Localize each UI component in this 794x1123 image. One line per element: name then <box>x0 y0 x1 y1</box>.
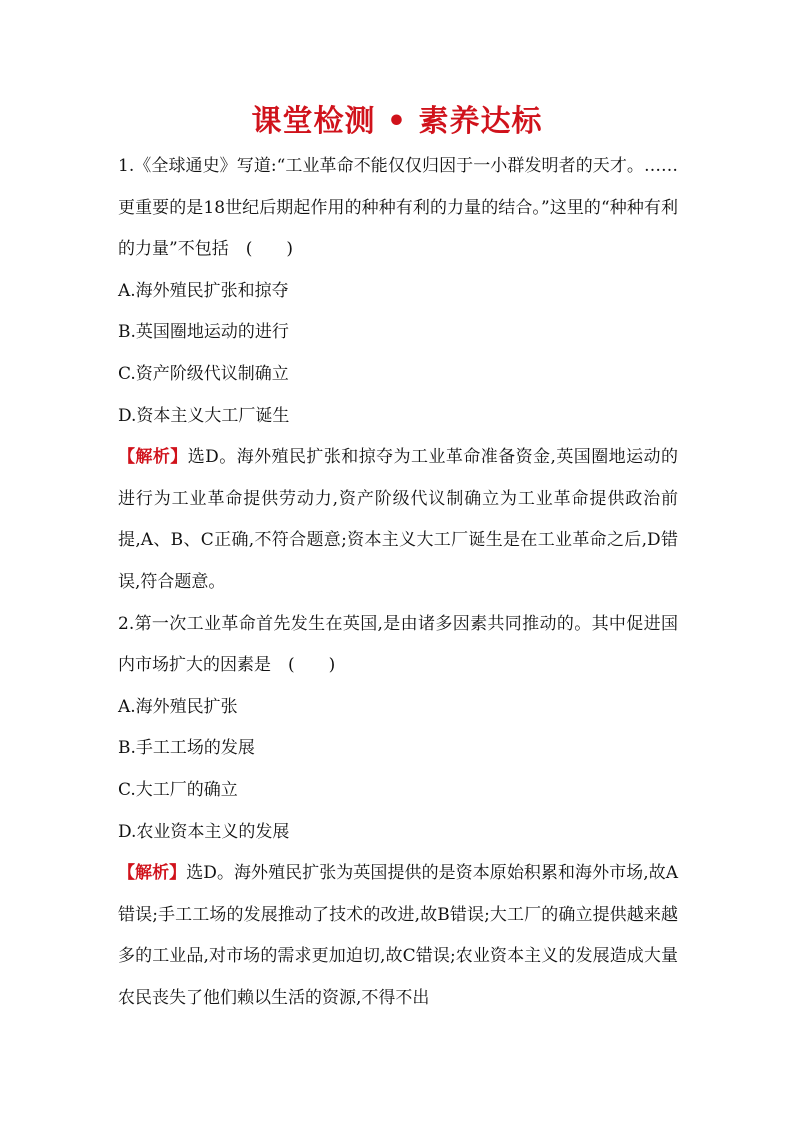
question-1 <box>118 146 678 604</box>
question-1-option-b: B.英国圈地运动的进行 <box>118 322 289 343</box>
question-2-option-b: B.手工工场的发展 <box>118 738 255 759</box>
page-title: 课堂检测 • 素养达标 <box>251 104 543 139</box>
question-2-option-c: C.大工厂的确立 <box>118 779 238 800</box>
question-1-analysis-text: 选D。海外殖民扩张和掠夺为工业革命准备资金,英国圈地运动的进行为工业革命提供劳动力,资产阶级代议制确立为工业革命提供政治前提,A、B、C正确,不符合题意;资本主义大工厂诞生是在工业革命之后,D错误,符合题意。 <box>118 447 678 592</box>
question-list <box>118 146 678 1019</box>
question-1-analysis <box>118 437 678 603</box>
question-2-analysis-text: 选D。海外殖民扩张为英国提供的是资本原始积累和海外市场,故A错误;手工工场的发展推动了技术的改进,故B错误;大工厂的确立提供越来越多的工业品,对市场的需求更加迫切,故C错误;农业资本主义的发展造成大量农民丧失了他们赖以生活的资源,不得不出 <box>118 863 679 1008</box>
question-2-option-a: A.海外殖民扩张 <box>118 696 238 717</box>
question-1-stem: 1.《全球通史》写道:“工业革命不能仅仅归因于一小群发明者的天才。……更重要的是18世纪后期起作用的种种有利的力量的结合。”这里的“种种有利的力量”不包括 ( ) <box>118 156 678 260</box>
question-2-stem: 2.第一次工业革命首先发生在英国,是由诸多因素共同推动的。其中促进国内市场扩大的因素是 ( ) <box>118 613 678 676</box>
question-1-option-c: C.资产阶级代议制确立 <box>118 363 289 384</box>
question-2-option-d: D.农业资本主义的发展 <box>118 821 290 842</box>
question-1-option-a: A.海外殖民扩张和掠夺 <box>118 280 289 301</box>
question-2 <box>118 604 678 1020</box>
question-2-analysis-tag: 【解析】 <box>118 863 187 884</box>
question-1-analysis-tag: 【解析】 <box>118 447 188 468</box>
question-1-option-d: D.资本主义大工厂诞生 <box>118 405 290 426</box>
question-2-analysis <box>118 853 678 1019</box>
